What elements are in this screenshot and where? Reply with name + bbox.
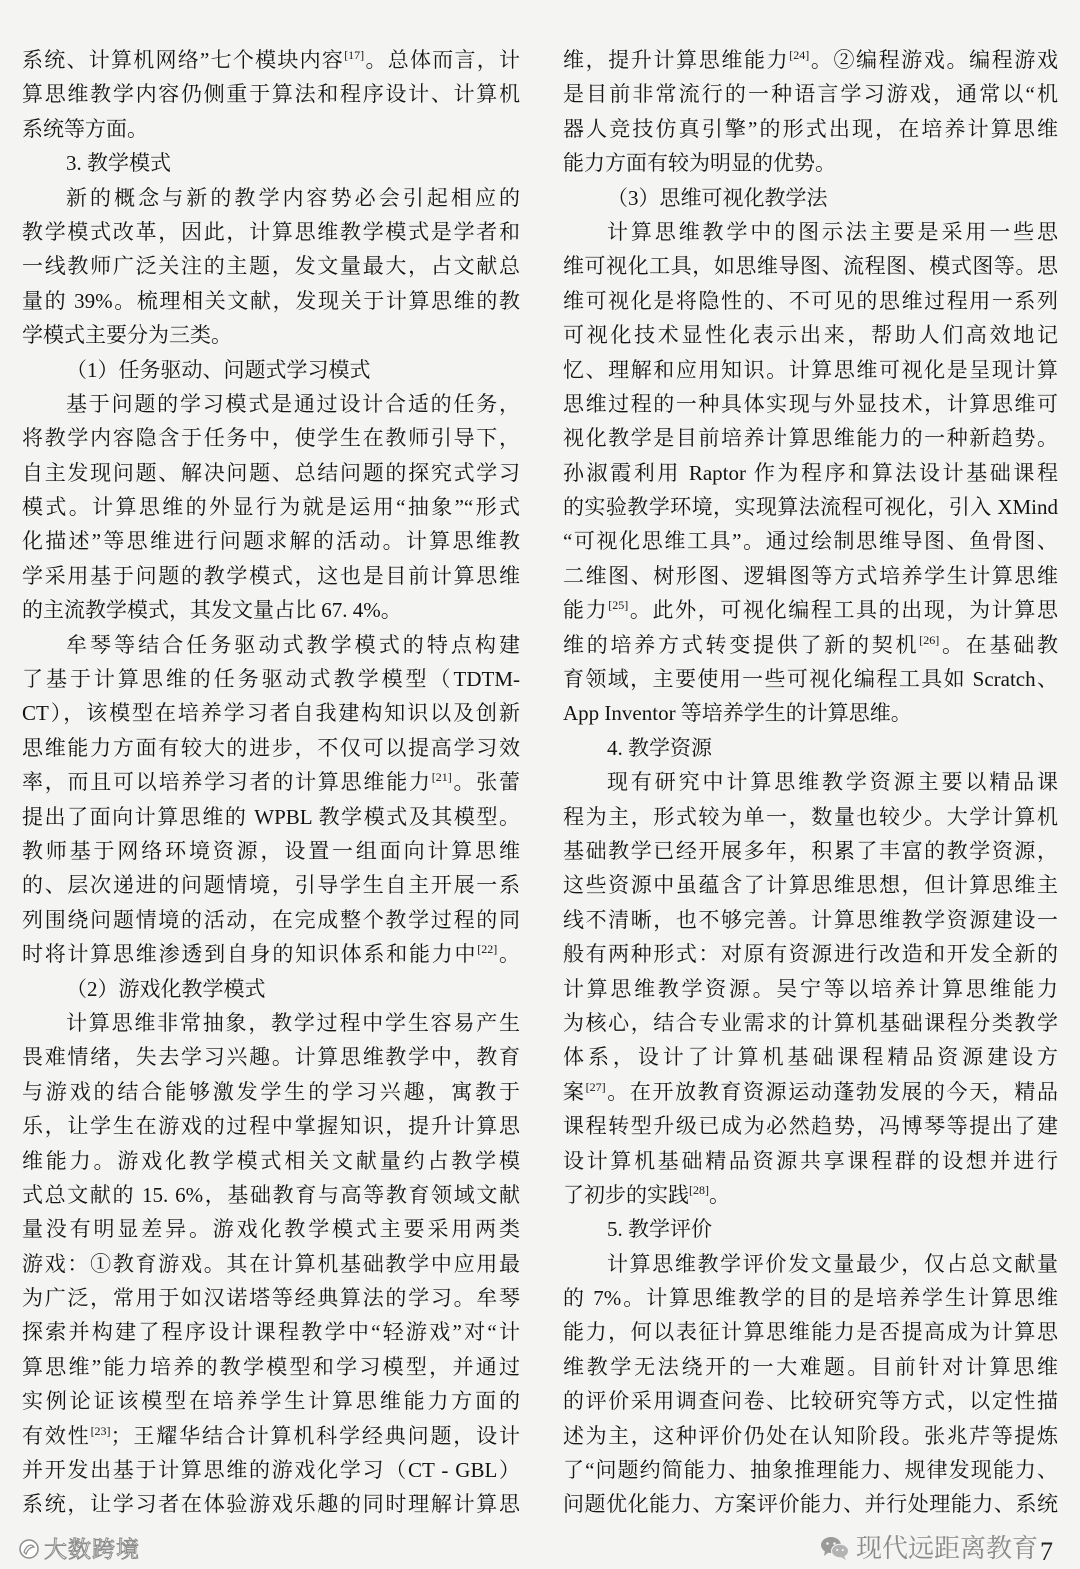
text-line: 计算思维非常抽象，教学过程中学生容易产生 <box>66 1010 520 1035</box>
citation-ref: [28] <box>689 1182 709 1197</box>
citation-ref: [22] <box>477 942 498 957</box>
text-line: 般有两种形式：对原有资源进行改造和开发全新的 <box>563 942 1058 967</box>
text-line: 程为主，形式较为单一，数量也较少。大学计算机 <box>563 804 1058 829</box>
text-line: 牟琴等结合任务驱动式教学模式的特点构建 <box>66 632 520 657</box>
text-line: 将教学内容隐含于任务中，使学生在教师引导下， <box>22 426 520 451</box>
text-line: 的主流教学模式，其发文量占比 67. 4%。 <box>22 598 402 623</box>
citation-ref: [21] <box>431 770 452 785</box>
text-line: 系统等方面。 <box>22 116 148 141</box>
text-line: 学采用基于问题的教学模式，这也是目前计算思维 <box>22 563 520 588</box>
text-line: App Inventor 等培养学生的计算思维。 <box>563 701 912 726</box>
text-line: “可视化思维工具”。通过绘制思维导图、鱼骨图、 <box>563 529 1058 554</box>
text-segment: 维，提升计算思维能力 <box>563 48 790 72</box>
text-line: 算思维教学内容仍侧重于算法和程序设计、计算机 <box>22 82 520 107</box>
text-line: 视化教学是目前培养计算思维能力的一种新趋势。 <box>563 426 1058 451</box>
text-line: 能力方面有较为明显的优势。 <box>563 151 836 176</box>
text-line: 乐，让学生在游戏的过程中掌握知识，提升计算思 <box>22 1114 520 1139</box>
text-segment: 有效性 <box>22 1423 91 1448</box>
watermark-text: 现代远距离教育 <box>856 1533 1039 1563</box>
text-segment: 能力 <box>563 598 609 623</box>
text-line: 了“问题约简能力、抽象推理能力、规律发现能力、 <box>563 1458 1058 1483</box>
text-line: 现有研究中计算思维教学资源主要以精品课 <box>607 770 1058 795</box>
text-segment: 。 <box>709 1182 730 1207</box>
text-line: 计算思维教学评价发文量最少，仅占总文献量 <box>607 1251 1058 1276</box>
text-line: 游戏：①教育游戏。其在计算机基础教学中应用最 <box>22 1251 520 1276</box>
text-line <box>22 765 520 799</box>
right-column <box>563 43 1058 1523</box>
subsection-heading: （1）任务驱动、问题式学习模式 <box>66 357 371 382</box>
text-line <box>563 1178 1058 1212</box>
text-segment: 率，而且可以培养学习者的计算思维能力 <box>22 770 432 795</box>
text-line: 为广泛，常用于如汉诺塔等经典算法的学习。牟琴 <box>22 1286 520 1311</box>
text-line: 教学模式改革，因此，计算思维教学模式是学者和 <box>22 219 520 244</box>
watermark-left <box>18 1534 140 1564</box>
text-line: 维可视化是将隐性的、不可见的思维过程用一系列 <box>563 288 1058 313</box>
wechat-icon <box>820 1535 850 1561</box>
text-segment: 。此外，可视化编程工具的出现，为计算思 <box>628 598 1058 623</box>
text-line: 新的概念与新的教学内容势必会引起相应的 <box>66 185 520 210</box>
subsection-heading: （2）游戏化教学模式 <box>66 976 266 1001</box>
text-line: 的、层次递进的问题情境，引导学生自主开展一系 <box>22 873 520 898</box>
text-segment: 。 <box>497 942 520 967</box>
text-line: 一线教师广泛关注的主题，发文量最大，占文献总 <box>22 254 520 279</box>
text-line: 基础教学已经开展多年，积累了丰富的教学资源， <box>563 838 1058 863</box>
text-line: 思维能力方面有较大的进步，不仅可以提高学习效 <box>22 735 520 760</box>
text-segment: ；王耀华结合计算机科学经典问题，设计 <box>110 1423 520 1448</box>
text-line <box>563 593 1058 627</box>
text-line: 的评价采用调查问卷、比较研究等方式，以定性描 <box>563 1389 1058 1414</box>
text-line: 问题优化能力、方案评价能力、并行处理能力、系统 <box>563 1492 1058 1517</box>
text-line: 系统，让学习者在体验游戏乐趣的同时理解计算思 <box>22 1492 520 1517</box>
text-line: 计算思维教学中的图示法主要是采用一些思 <box>607 219 1058 244</box>
text-line: 体系，设计了计算机基础课程精品资源建设方 <box>563 1045 1058 1070</box>
citation-ref: [24] <box>789 48 810 62</box>
text-segment: 。②编程游戏。编程游戏 <box>809 48 1058 72</box>
text-line: 化描述”等思维进行问题求解的活动。计算思维教 <box>22 529 520 554</box>
text-line: 维能力。游戏化教学模式相关文献量约占教学模 <box>22 1148 520 1173</box>
citation-ref: [17] <box>344 48 365 62</box>
text-line: 基于问题的学习模式是通过设计合适的任务， <box>66 391 520 416</box>
section-heading: 4. 教学资源 <box>607 735 712 760</box>
text-line: 能力，何以表征计算思维能力是否提高成为计算思 <box>563 1320 1058 1345</box>
text-line: 述为主，这种评价仍处在认知阶段。张兆芹等提炼 <box>563 1423 1058 1448</box>
text-line <box>22 43 520 77</box>
text-line: 育领域，主要使用一些可视化编程工具如 Scratch、 <box>563 667 1058 692</box>
text-line: 实例论证该模型在培养学生计算思维能力方面的 <box>22 1389 520 1414</box>
watermark-right <box>820 1531 1038 1565</box>
brand-logo-icon <box>18 1538 40 1560</box>
text-line: 设计算机基础精品资源共享课程群的设想并进行 <box>563 1148 1058 1173</box>
text-segment: 系统、计算机网络”七个模块内容 <box>22 48 345 72</box>
text-line: 畏难情绪，失去学习兴趣。计算思维教学中，教育 <box>22 1045 520 1070</box>
left-column <box>22 43 520 1523</box>
text-segment: 案 <box>563 1079 586 1104</box>
text-line: CT），该模型在培养学习者自我建构知识以及创新 <box>22 701 520 726</box>
text-line: 与游戏的结合能够激发学生的学习兴趣，寓教于 <box>22 1079 520 1104</box>
text-line: 提出了面向计算思维的 WPBL 教学模式及其模型。 <box>22 804 520 829</box>
section-heading: 5. 教学评价 <box>607 1217 712 1242</box>
text-line: 维可视化工具，如思维导图、流程图、模式图等。思 <box>563 254 1058 279</box>
section-heading: 3. 教学模式 <box>66 151 171 176</box>
text-line: 自主发现问题、解决问题、总结问题的探究式学习 <box>22 460 520 485</box>
text-line: 学模式主要分为三类。 <box>22 323 232 348</box>
text-line: 算思维”能力培养的教学模型和学习模型，并通过 <box>22 1354 520 1379</box>
text-line <box>563 628 1058 662</box>
text-line: 为核心，结合专业需求的计算机基础课程分类教学 <box>563 1010 1058 1035</box>
page-number: 7 <box>1040 1537 1053 1566</box>
text-segment: 了初步的实践 <box>563 1182 689 1207</box>
watermark-text: 大数跨境 <box>44 1536 140 1562</box>
text-line: 这些资源中虽蕴含了计算思维思想，但计算思维主 <box>563 873 1058 898</box>
text-line: 量没有明显差异。游戏化教学模式主要采用两类 <box>22 1217 520 1242</box>
text-line: 忆、理解和应用知识。计算思维可视化是呈现计算 <box>563 357 1058 382</box>
text-line: 可视化技术显性化表示出来，帮助人们高效地记 <box>563 323 1058 348</box>
text-line: 式总文献的 15. 6%，基础教育与高等教育领域文献 <box>22 1182 520 1207</box>
text-line: 器人竞技仿真引擎”的形式出现，在培养计算思维 <box>563 116 1058 141</box>
text-line <box>563 43 1058 77</box>
text-line: 思维过程的一种具体实现与外显技术，计算思维可 <box>563 391 1058 416</box>
text-line <box>563 1075 1058 1109</box>
text-line <box>22 1419 520 1453</box>
text-line: 模式。计算思维的外显行为就是运用“抽象”“形式 <box>22 495 520 520</box>
citation-ref: [27] <box>585 1079 606 1094</box>
text-segment: 维的培养方式转变提供了新的契机 <box>563 632 920 657</box>
text-line <box>22 937 520 971</box>
text-segment: 。张蕾 <box>451 770 520 795</box>
text-segment: 时将计算思维渗透到自身的知识体系和能力中 <box>22 942 478 967</box>
citation-ref: [23] <box>90 1423 111 1438</box>
text-line: 二维图、树形图、逻辑图等方式培养学生计算思维 <box>563 563 1058 588</box>
text-segment: 。在基础教 <box>939 632 1058 657</box>
text-line: 计算思维教学资源。吴宁等以培养计算思维能力 <box>563 976 1058 1001</box>
text-line: 并开发出基于计算思维的游戏化学习（CT - GBL） <box>22 1458 520 1483</box>
text-line: 量的 39%。梳理相关文献，发现关于计算思维的教 <box>22 288 520 313</box>
text-line: 的 7%。计算思维教学的目的是培养学生计算思维 <box>563 1286 1058 1311</box>
text-line: 是目前非常流行的一种语言学习游戏，通常以“机 <box>563 82 1058 107</box>
text-line: 列围绕问题情境的活动，在完成整个教学过程的同 <box>22 907 520 932</box>
text-segment: 。总体而言，计 <box>364 48 520 72</box>
subsection-heading: （3）思维可视化教学法 <box>607 185 828 210</box>
text-line: 探索并构建了程序设计课程教学中“轻游戏”对“计 <box>22 1320 520 1345</box>
citation-ref: [26] <box>919 632 940 647</box>
text-segment: 。在开放教育资源运动蓬勃发展的今天，精品 <box>605 1079 1058 1104</box>
text-line: 维教学无法绕开的一大难题。目前针对计算思维 <box>563 1354 1058 1379</box>
citation-ref: [25] <box>608 598 629 613</box>
text-line: 的实验教学环境，实现算法流程可视化，引入 XMind <box>563 495 1058 520</box>
text-line: 教师基于网络环境资源，设置一组面向计算思维 <box>22 838 520 863</box>
text-line: 课程转型升级已成为必然趋势，冯博琴等提出了建 <box>563 1114 1058 1139</box>
text-line: 了基于计算思维的任务驱动式教学模型（TDTM- <box>22 667 520 692</box>
text-line: 线不清晰，也不够完善。计算思维教学资源建设一 <box>563 907 1058 932</box>
text-line: 孙淑霞利用 Raptor 作为程序和算法设计基础课程 <box>563 460 1058 485</box>
